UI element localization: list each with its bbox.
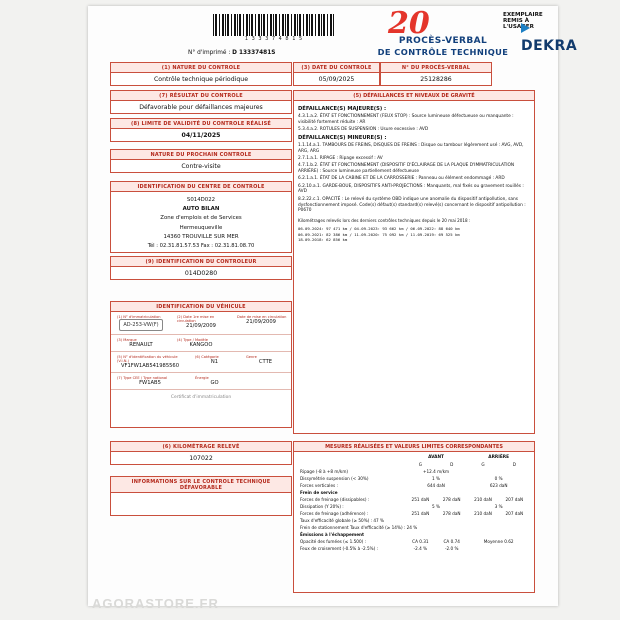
title-line-2: DE CONTRÔLE TECHNIQUE xyxy=(377,47,509,57)
resultat-value: Défavorable pour défaillances majeures xyxy=(139,104,263,111)
categorie-label: (6) Catégorie xyxy=(195,355,219,359)
date-controle-value: 05/09/2025 xyxy=(318,76,355,83)
majeure-item: 5.3.4.a.2. ROTULES DE SUSPENSION : Usure excessive : AVD xyxy=(298,127,429,133)
row-label: Dissipation (Y 20%) : xyxy=(300,504,344,509)
table-row xyxy=(298,524,530,531)
pv-number-value: 25128286 xyxy=(420,76,452,83)
km-history-row: 06.09.2021: 82 386 km / 11.09.2020: 75 092 km / 11.09.2019: 69 525 km xyxy=(298,231,460,237)
centre-code: S014D022 xyxy=(186,197,216,203)
row-v2: -2.0 % xyxy=(444,546,459,551)
energie-value: GO xyxy=(210,380,219,386)
row-v4 xyxy=(499,545,530,552)
mesures-empty-cell-2 xyxy=(298,461,405,468)
type-label: (7) Type CEE / Type national xyxy=(117,376,168,380)
row-v3: 3 % xyxy=(494,504,503,509)
pv-number-header: N° DU PROCÈS-VERBAL xyxy=(381,63,491,73)
row-v1: -2.4 % xyxy=(413,546,428,551)
info-defavorable-header: INFORMATIONS SUR LE CONTROLE TECHNIQUE DÉFAVORABLE xyxy=(111,477,291,493)
info-defavorable-value xyxy=(111,493,291,498)
vehicule-box xyxy=(110,301,292,428)
vehicule-row-vin xyxy=(111,352,291,373)
imprime-line xyxy=(188,50,275,56)
centre-name: AUTO BILAN xyxy=(182,206,220,213)
imprime-value: D 13337481S xyxy=(232,50,276,56)
km-history-row: 18.09.2018: 62 856 km xyxy=(298,237,348,242)
type-cell xyxy=(111,373,189,389)
mineure-item: 1.1.14.a.1. TAMBOURS DE FREINS, DISQUES DE FREINS : Disque ou tambour légèrement usé : AVG, AVD, ARG, ARG xyxy=(298,142,524,154)
mesures-header: MESURES RÉALISÉES ET VALEURS LIMITES CORRESPONDANTES xyxy=(293,441,535,452)
kilometrage-value: 107022 xyxy=(189,455,213,462)
vehicule-row-type xyxy=(111,373,291,390)
centre-phone: Tél : 02.31.81.57.53 Fax : 02.31.81.08.70 xyxy=(147,242,255,249)
centre-controle-box xyxy=(110,181,292,253)
majeures-title: DÉFAILLANCE(S) MAJEURE(S) : xyxy=(298,106,387,112)
row-label: Ripage (-8 à +8 m/km) xyxy=(300,469,349,474)
prochain-controle-value: Contre-visite xyxy=(181,163,221,170)
document-sheet xyxy=(88,6,578,606)
vin-cell xyxy=(111,352,189,372)
row-v4 xyxy=(499,489,530,496)
row-label: Forces verticales : xyxy=(300,483,338,488)
nature-controle-box xyxy=(110,62,292,86)
date1-label: (2) Date 1re mise en circulation xyxy=(177,315,215,323)
info-defavorable-box xyxy=(110,476,292,516)
mineure-item: 4.7.1.b.2. ÉTAT ET FONCTIONNEMENT (DISPOSITIF D'ÉCLAIRAGE DE LA PLAQUE D'IMMATRICULATION ARRIÈRE) : Source lumineuse partiellement défectueuse xyxy=(298,163,515,175)
mesures-sub-ard: D xyxy=(512,462,516,467)
limite-validite-box xyxy=(110,118,292,142)
mineure-item: 6.2.10.a.1. GARDE-BOUE, DISPOSITIFS ANTI-PROJECTIONS : Manquants, mal fixés ou gravement rouillés : AVD xyxy=(298,183,524,195)
km-history-title: Kilométrages relevés lors des derniers contrôles techniques depuis le 20 mai 2018 : xyxy=(298,218,471,224)
row-v3: 210 daN xyxy=(474,497,492,502)
row-label: Feux de croisement (-0.5% à -2.5%) : xyxy=(300,546,379,551)
row-v1 xyxy=(405,489,436,496)
mesures-sub-avg: G xyxy=(418,462,422,467)
km-history-row: 06.09.2024: 97 471 km / 04.09.2023: 93 662 km / 06.09.2022: 88 640 km xyxy=(298,226,460,232)
row-label: Dissymétrie suspension (< 30%) xyxy=(300,476,369,481)
copy-recipient-label: EXEMPLAIRE REMIS À L'USAGER xyxy=(503,12,543,30)
modele-cell xyxy=(171,335,231,351)
row-v3 xyxy=(467,489,498,496)
copy-number: 20 xyxy=(388,6,430,41)
dekra-wordmark: DEKRA xyxy=(521,38,578,54)
vin-value: VF1FW1AB541985560 xyxy=(120,363,180,369)
pv-page xyxy=(88,6,578,606)
marque-label: (3) Marque xyxy=(117,338,137,342)
genre-cell xyxy=(240,352,291,372)
resultat-header: (7) RÉSULTAT DU CONTROLE xyxy=(111,91,291,101)
mesures-sub-arg: G xyxy=(481,462,485,467)
type-value: FW1AB5 xyxy=(139,380,161,386)
controleur-box xyxy=(110,256,292,280)
controleur-header: (9) IDENTIFICATION DU CONTROLEUR xyxy=(111,257,291,267)
categorie-value: N1 xyxy=(210,359,219,365)
row-v1: +12.4 m/km xyxy=(422,469,450,474)
row-v2 xyxy=(436,489,467,496)
genre-value: CTTE xyxy=(258,359,273,365)
row-label: Forces de freinage (adhérence) : xyxy=(300,511,369,516)
prochain-controle-box xyxy=(110,149,292,173)
row-v3 xyxy=(467,545,498,552)
row-v3 xyxy=(467,468,530,475)
nature-controle-value: Contrôle technique périodique xyxy=(153,76,249,83)
genre-label: Genre xyxy=(246,355,257,359)
vehicule-row-immat xyxy=(111,312,291,335)
row-v1: CA 0.31 xyxy=(412,539,429,544)
resultat-box xyxy=(110,90,292,114)
kilometrage-box xyxy=(110,441,292,465)
row-v4: 207 daN xyxy=(505,511,524,516)
row-label: Frein de service xyxy=(300,490,338,495)
row-v1: 1 % xyxy=(432,476,441,481)
row-label: Frein de stationnement Taux d'efficacité (≥ 14%) : 24 % xyxy=(300,525,418,530)
watermark: AGORASTORE.FR xyxy=(92,596,219,611)
modele-label: (4) Type / Modèle xyxy=(177,338,208,342)
vehicule-row-marque xyxy=(111,335,291,352)
table-row xyxy=(298,510,530,517)
barcode-image xyxy=(213,14,335,36)
modele-value: KANGOO xyxy=(189,342,213,348)
row-label: Opacité des fumées (≤ 1.500) : xyxy=(300,539,366,544)
page-title xyxy=(343,36,543,57)
vehicule-header: IDENTIFICATION DU VÉHICULE xyxy=(111,302,291,312)
centre-controle-body xyxy=(111,192,291,255)
date1-cell xyxy=(171,312,231,334)
spacer-cell-2 xyxy=(240,373,291,389)
mesures-empty-cell xyxy=(298,454,405,461)
majeure-item: 4.3.1.a.2. ÉTAT ET FONCTIONNEMENT (FEUX STOP) : Source lumineuse défectueuse ou manquante : visibilité fortement réduite : AR xyxy=(298,114,514,125)
defaillances-panel xyxy=(293,90,535,434)
vin-label: (5) N° d'identification du véhicule (V.I.N.) xyxy=(117,355,178,363)
date-controle-box xyxy=(293,62,380,86)
row-v1: 251 daN xyxy=(411,497,430,502)
row-v1: 251 daN xyxy=(411,511,430,516)
mesures-col-arriere: ARRIÈRE xyxy=(488,455,510,460)
centre-controle-header: IDENTIFICATION DU CENTRE DE CONTROLE xyxy=(111,182,291,192)
mineure-item: 2.7.1.a.1. RIPAGE : Ripage excessif : AV xyxy=(298,155,383,161)
row-v3: 623 daN xyxy=(489,483,508,488)
spacer-cell xyxy=(231,335,291,351)
date-controle-header: (3) DATE DU CONTROLE xyxy=(294,63,379,73)
marque-value: RENAULT xyxy=(129,342,153,348)
table-row xyxy=(298,482,530,489)
mesures-panel xyxy=(293,441,535,593)
defaillances-header: (5) DÉFAILLANCES ET NIVEAUX DE GRAVITÉ xyxy=(293,90,535,101)
row-label: Forces de freinage (dissipables) : xyxy=(300,497,370,502)
table-row xyxy=(298,545,530,552)
nature-controle-header: (1) NATURE DU CONTROLE xyxy=(111,63,291,73)
table-row xyxy=(298,503,530,510)
table-row xyxy=(298,531,530,538)
table-row xyxy=(298,538,530,545)
row-v3: 0 % xyxy=(494,476,503,481)
dekra-triangle-icon xyxy=(521,23,530,33)
mesures-subheader-row xyxy=(298,461,530,468)
row-v2: 278 daN xyxy=(442,511,461,516)
mineure-item: 8.2.22.c.1. OPACITÉ : Le relevé du système OBD indique une anomalie du dispositif antipollution, sans dysfonctionnement imposé. Code(s) défaut(s) standard(s) relevé(s) concernant le dispositif antipollution : P0670 xyxy=(298,196,526,214)
date2-label: Date de mise en circulation xyxy=(237,315,287,319)
date2-cell xyxy=(231,312,291,334)
mesures-table xyxy=(298,454,530,552)
mineures-title: DÉFAILLANCE(S) MINEURE(S) : xyxy=(298,134,387,141)
marque-cell xyxy=(111,335,171,351)
energie-cell xyxy=(189,373,240,389)
mesures-col-avant: AVANT xyxy=(428,455,444,460)
centre-address-2: Hermeuqueville xyxy=(179,224,223,231)
title-line-1: PROCÈS-VERBAL xyxy=(398,36,488,46)
limite-validite-header: (8) LIMITE DE VALIDITÉ DU CONTROLE RÉALISÉ xyxy=(111,119,291,129)
mineure-item: 6.2.1.a.1. ÉTAT DE LA CABINE ET DE LA CARROSSERIE : Panneau ou élément endommagé : ARD xyxy=(298,176,505,182)
row-label: Taux d'efficacité globale (≥ 50%) : 47 % xyxy=(300,518,385,523)
row-v4: 207 daN xyxy=(505,497,524,502)
mesures-group-header-row xyxy=(298,454,530,461)
defaillances-body xyxy=(293,101,535,434)
table-row xyxy=(298,468,530,475)
row-v3: Moyenne 0.62 xyxy=(483,539,514,544)
imprime-label: N° d'imprimé : xyxy=(188,50,231,56)
energie-label: Énergie xyxy=(195,376,209,380)
plate-cell xyxy=(111,312,171,334)
table-row xyxy=(298,475,530,482)
plate-label: (1) N° d'immatriculation xyxy=(117,315,161,319)
row-label: Émissions à l'échappement xyxy=(300,532,365,537)
pv-number-box xyxy=(380,62,492,86)
table-row xyxy=(298,489,530,496)
row-v1: 644 daN xyxy=(427,483,445,488)
mesures-sub-avd: D xyxy=(450,462,454,467)
barcode-number: 1 3 3 3 7 4 8 1 5 xyxy=(244,36,304,42)
mesures-body xyxy=(293,452,535,593)
prochain-controle-header: NATURE DU PROCHAIN CONTROLE xyxy=(111,150,291,160)
categorie-cell xyxy=(189,352,240,372)
table-row xyxy=(298,496,530,503)
table-row xyxy=(298,517,530,524)
controleur-code: 014D0280 xyxy=(184,270,218,277)
row-v2: 278 daN xyxy=(442,497,461,502)
row-v1: 5 % xyxy=(432,504,441,509)
date1-value: 21/09/2009 xyxy=(186,323,216,329)
vehicule-table xyxy=(111,312,291,405)
row-v2: CA 0.74 xyxy=(443,539,460,544)
row-v3: 210 daN xyxy=(474,511,492,516)
limite-validite-value: 04/11/2025 xyxy=(181,132,221,139)
centre-address-3: 14360 TROUVILLE SUR MER xyxy=(163,233,239,240)
kilometrage-header: (6) KILOMÉTRAGE RELEVÉ xyxy=(111,442,291,452)
certificat-note: Certificat d'immatriculation xyxy=(170,395,232,400)
centre-address-1: Zone d'emplois et de Services xyxy=(160,215,242,222)
date2-value: 21/09/2009 xyxy=(246,319,276,325)
plate-value: AD-253-VW(F) xyxy=(119,319,162,331)
